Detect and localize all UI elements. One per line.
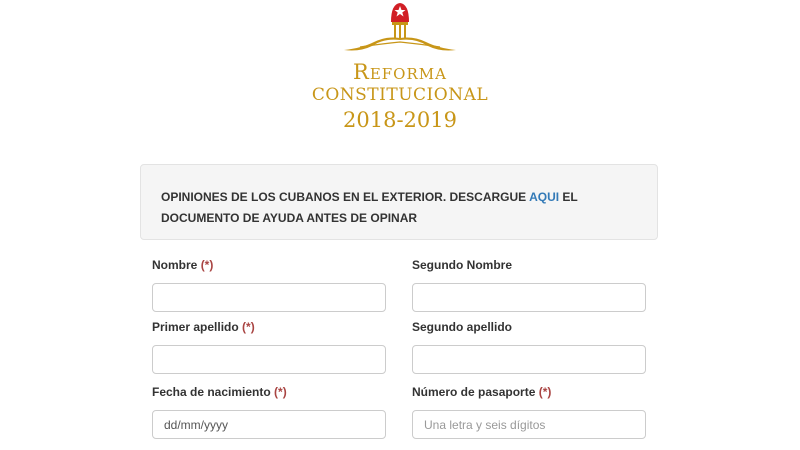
required-marker: (*) (200, 258, 214, 272)
fecha-nacimiento-label: Fecha de nacimiento (*) (152, 385, 287, 399)
notice-box (140, 164, 658, 240)
primer-apellido-label: Primer apellido (*) (152, 320, 255, 334)
segundo-apellido-input[interactable] (412, 345, 646, 374)
required-marker: (*) (538, 385, 552, 399)
required-marker: (*) (274, 385, 287, 399)
notice-text-before: OPINIONES DE LOS CUBANOS EN EL EXTERIOR. DESCARGUE (161, 190, 527, 204)
segundo-nombre-input[interactable] (412, 283, 646, 312)
field-pasaporte (412, 384, 646, 439)
primer-apellido-input[interactable] (152, 345, 386, 374)
capitol-emblem-icon (340, 0, 460, 60)
download-link[interactable]: AQUI (529, 190, 560, 204)
logo-title-line2: CONSTITUCIONAL (311, 85, 489, 105)
logo-years: 2018-2019 (343, 108, 457, 132)
fecha-nacimiento-input[interactable] (152, 410, 386, 439)
pasaporte-input[interactable] (412, 410, 646, 439)
field-primer-apellido (152, 319, 386, 374)
required-marker: (*) (242, 320, 255, 334)
field-segundo-nombre (412, 257, 646, 312)
reforma-logo (300, 0, 500, 140)
field-fecha-nacimiento (152, 384, 386, 439)
nombre-label: Nombre (*) (152, 258, 214, 272)
field-nombre (152, 257, 386, 312)
field-segundo-apellido (412, 319, 646, 374)
logo-title-line1: Reforma (353, 60, 447, 84)
notice-text-after: EL DOCUMENTO DE AYUDA ANTES DE OPINAR (161, 190, 578, 225)
pasaporte-label: Número de pasaporte (*) (412, 385, 552, 399)
nombre-input[interactable] (152, 283, 386, 312)
segundo-nombre-label: Segundo Nombre (412, 258, 513, 272)
segundo-apellido-label: Segundo apellido (412, 320, 513, 334)
